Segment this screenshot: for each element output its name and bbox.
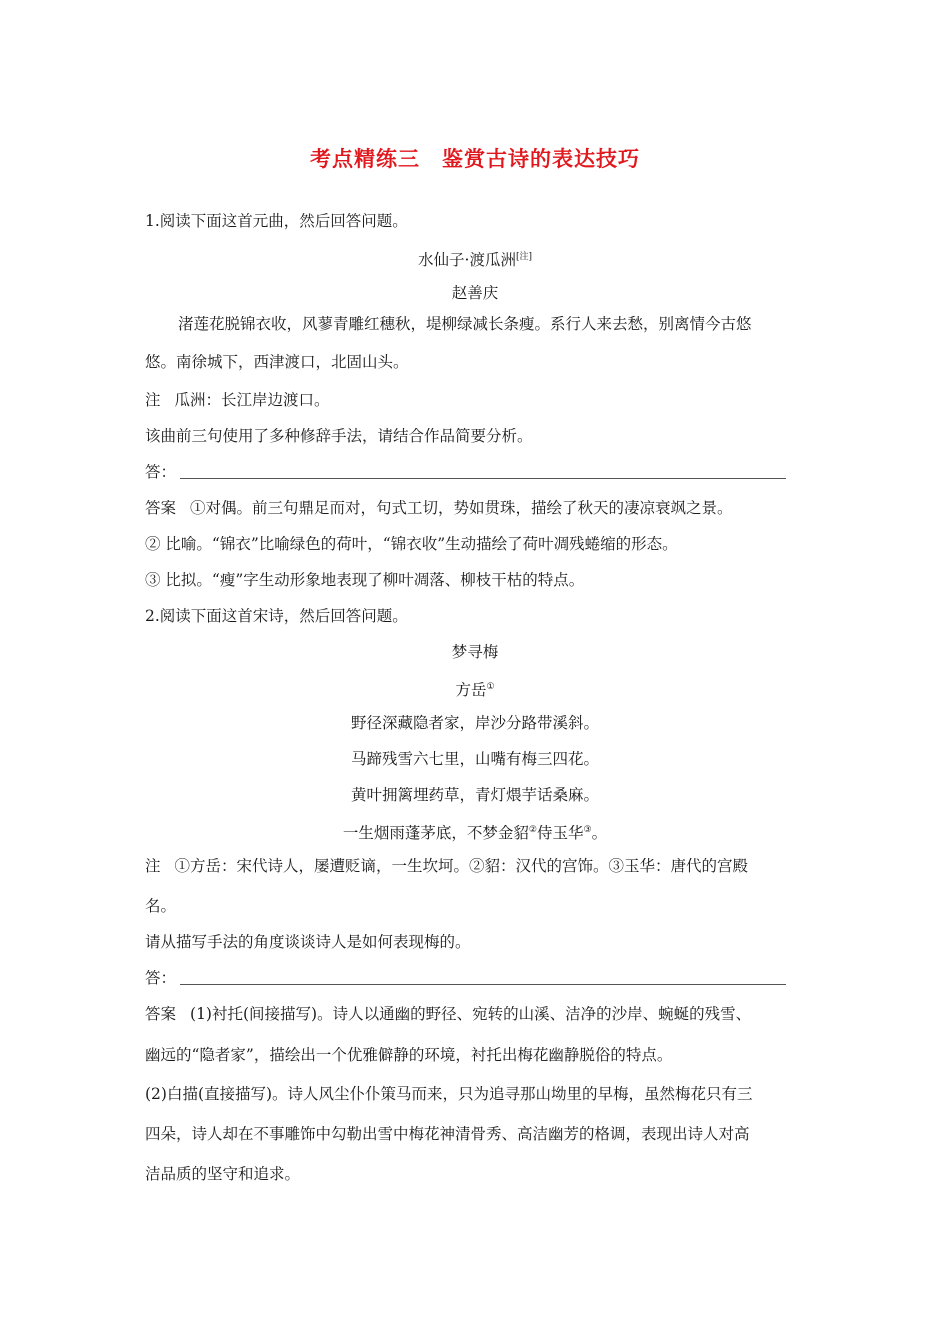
- q2-answer-line2: 幽远的“隐者家”，描绘出一个优雅僻静的环境，衬托出梅花幽静脱俗的特点。: [145, 1046, 673, 1064]
- q2-poem-title: 梦寻梅: [451, 643, 499, 661]
- q2-answer-line3: (2)白描(直接描写)。诗人风尘仆仆策马而来，只为追寻那山坳里的早梅，虽然梅花只有三: [145, 1085, 753, 1103]
- q1-body-line2: 悠。南徐城下，西津渡口，北固山头。: [145, 353, 409, 371]
- q2-answer-line4: 四朵，诗人却在不事雕饰中勾勒出雪中梅花神清骨秀、高洁幽芳的格调，表现出诗人对高: [145, 1125, 750, 1143]
- q1-answer-line1: 答案 ①对偶。前三句鼎足而对，句式工切，势如贯珠，描绘了秋天的凄凉衰飒之景。: [145, 499, 733, 517]
- q1-note-mark: [注]: [515, 252, 532, 262]
- q2-answer-blank[interactable]: 答：: [145, 968, 786, 988]
- q2-verse3: 黄叶拥篱埋药草，青灯煨芋话桑麻。: [350, 786, 599, 804]
- q2-verse2: 马蹄残雪六七里，山嘴有梅三四花。: [350, 750, 599, 768]
- q1-poem-title: 水仙子·渡瓜洲[注]: [418, 251, 532, 269]
- q2-answer-line1: 答案 (1)衬托(间接描写)。诗人以通幽的野径、宛转的山溪、洁净的沙岸、蜿蜒的残雪、: [145, 1005, 752, 1023]
- q1-body-line1: 渚莲花脱锦衣收，风蓼青雕红穗秋，堤柳绿减长条瘦。系行人来去愁，别离情今古悠: [178, 315, 752, 333]
- q1-author: 赵善庆: [451, 284, 499, 302]
- q2-note-label: 注: [145, 857, 161, 875]
- q2-verse1: 野径深藏隐者家，岸沙分路带溪斜。: [350, 714, 599, 732]
- q1-answer-line3: ③ 比拟。“瘦”字生动形象地表现了柳叶凋落、柳枝干枯的特点。: [145, 571, 585, 589]
- q1-note: [145, 390, 330, 410]
- q2-verse4: 一生烟雨蓬茅底，不梦金貂②侍玉华③。: [342, 824, 608, 842]
- q2-answer-label: 答案: [145, 1005, 177, 1023]
- q1-note-label: 注: [145, 391, 161, 409]
- q1-answer-line2: ② 比喻。“锦衣”比喻绿色的荷叶，“锦衣收”生动描绘了荷叶凋残蜷缩的形态。: [145, 535, 678, 553]
- q1-answer-blank[interactable]: 答：: [145, 462, 786, 482]
- q2-note-line2: 名。: [145, 897, 177, 915]
- q1-note-text: 瓜洲：长江岸边渡口。: [174, 391, 330, 409]
- title-part2: 鉴赏古诗的表达技巧: [442, 147, 640, 171]
- page-title: [0, 143, 950, 173]
- q1-question: 该曲前三句使用了多种修辞手法，请结合作品简要分析。: [145, 427, 533, 445]
- q2-prompt: 2.阅读下面这首宋诗，然后回答问题。: [145, 607, 408, 625]
- q2-answer-line5: 洁品质的坚守和追求。: [145, 1165, 301, 1183]
- q2-author-mark: ①: [486, 682, 495, 692]
- q2-answer-underline: [180, 970, 786, 985]
- q1-prompt: 1.阅读下面这首元曲，然后回答问题。: [145, 212, 408, 230]
- q2-author: 方岳①: [455, 681, 495, 699]
- q2-question: 请从描写手法的角度谈谈诗人是如何表现梅的。: [145, 933, 471, 951]
- title-part1: 考点精练三: [310, 147, 420, 171]
- q1-answer-underline: [180, 464, 786, 479]
- q1-answer-label: 答案: [145, 499, 177, 517]
- q2-note-line1: 注 ①方岳：宋代诗人，屡遭贬谪，一生坎坷。②貂：汉代的宫饰。③玉华：唐代的宫殿: [145, 857, 749, 875]
